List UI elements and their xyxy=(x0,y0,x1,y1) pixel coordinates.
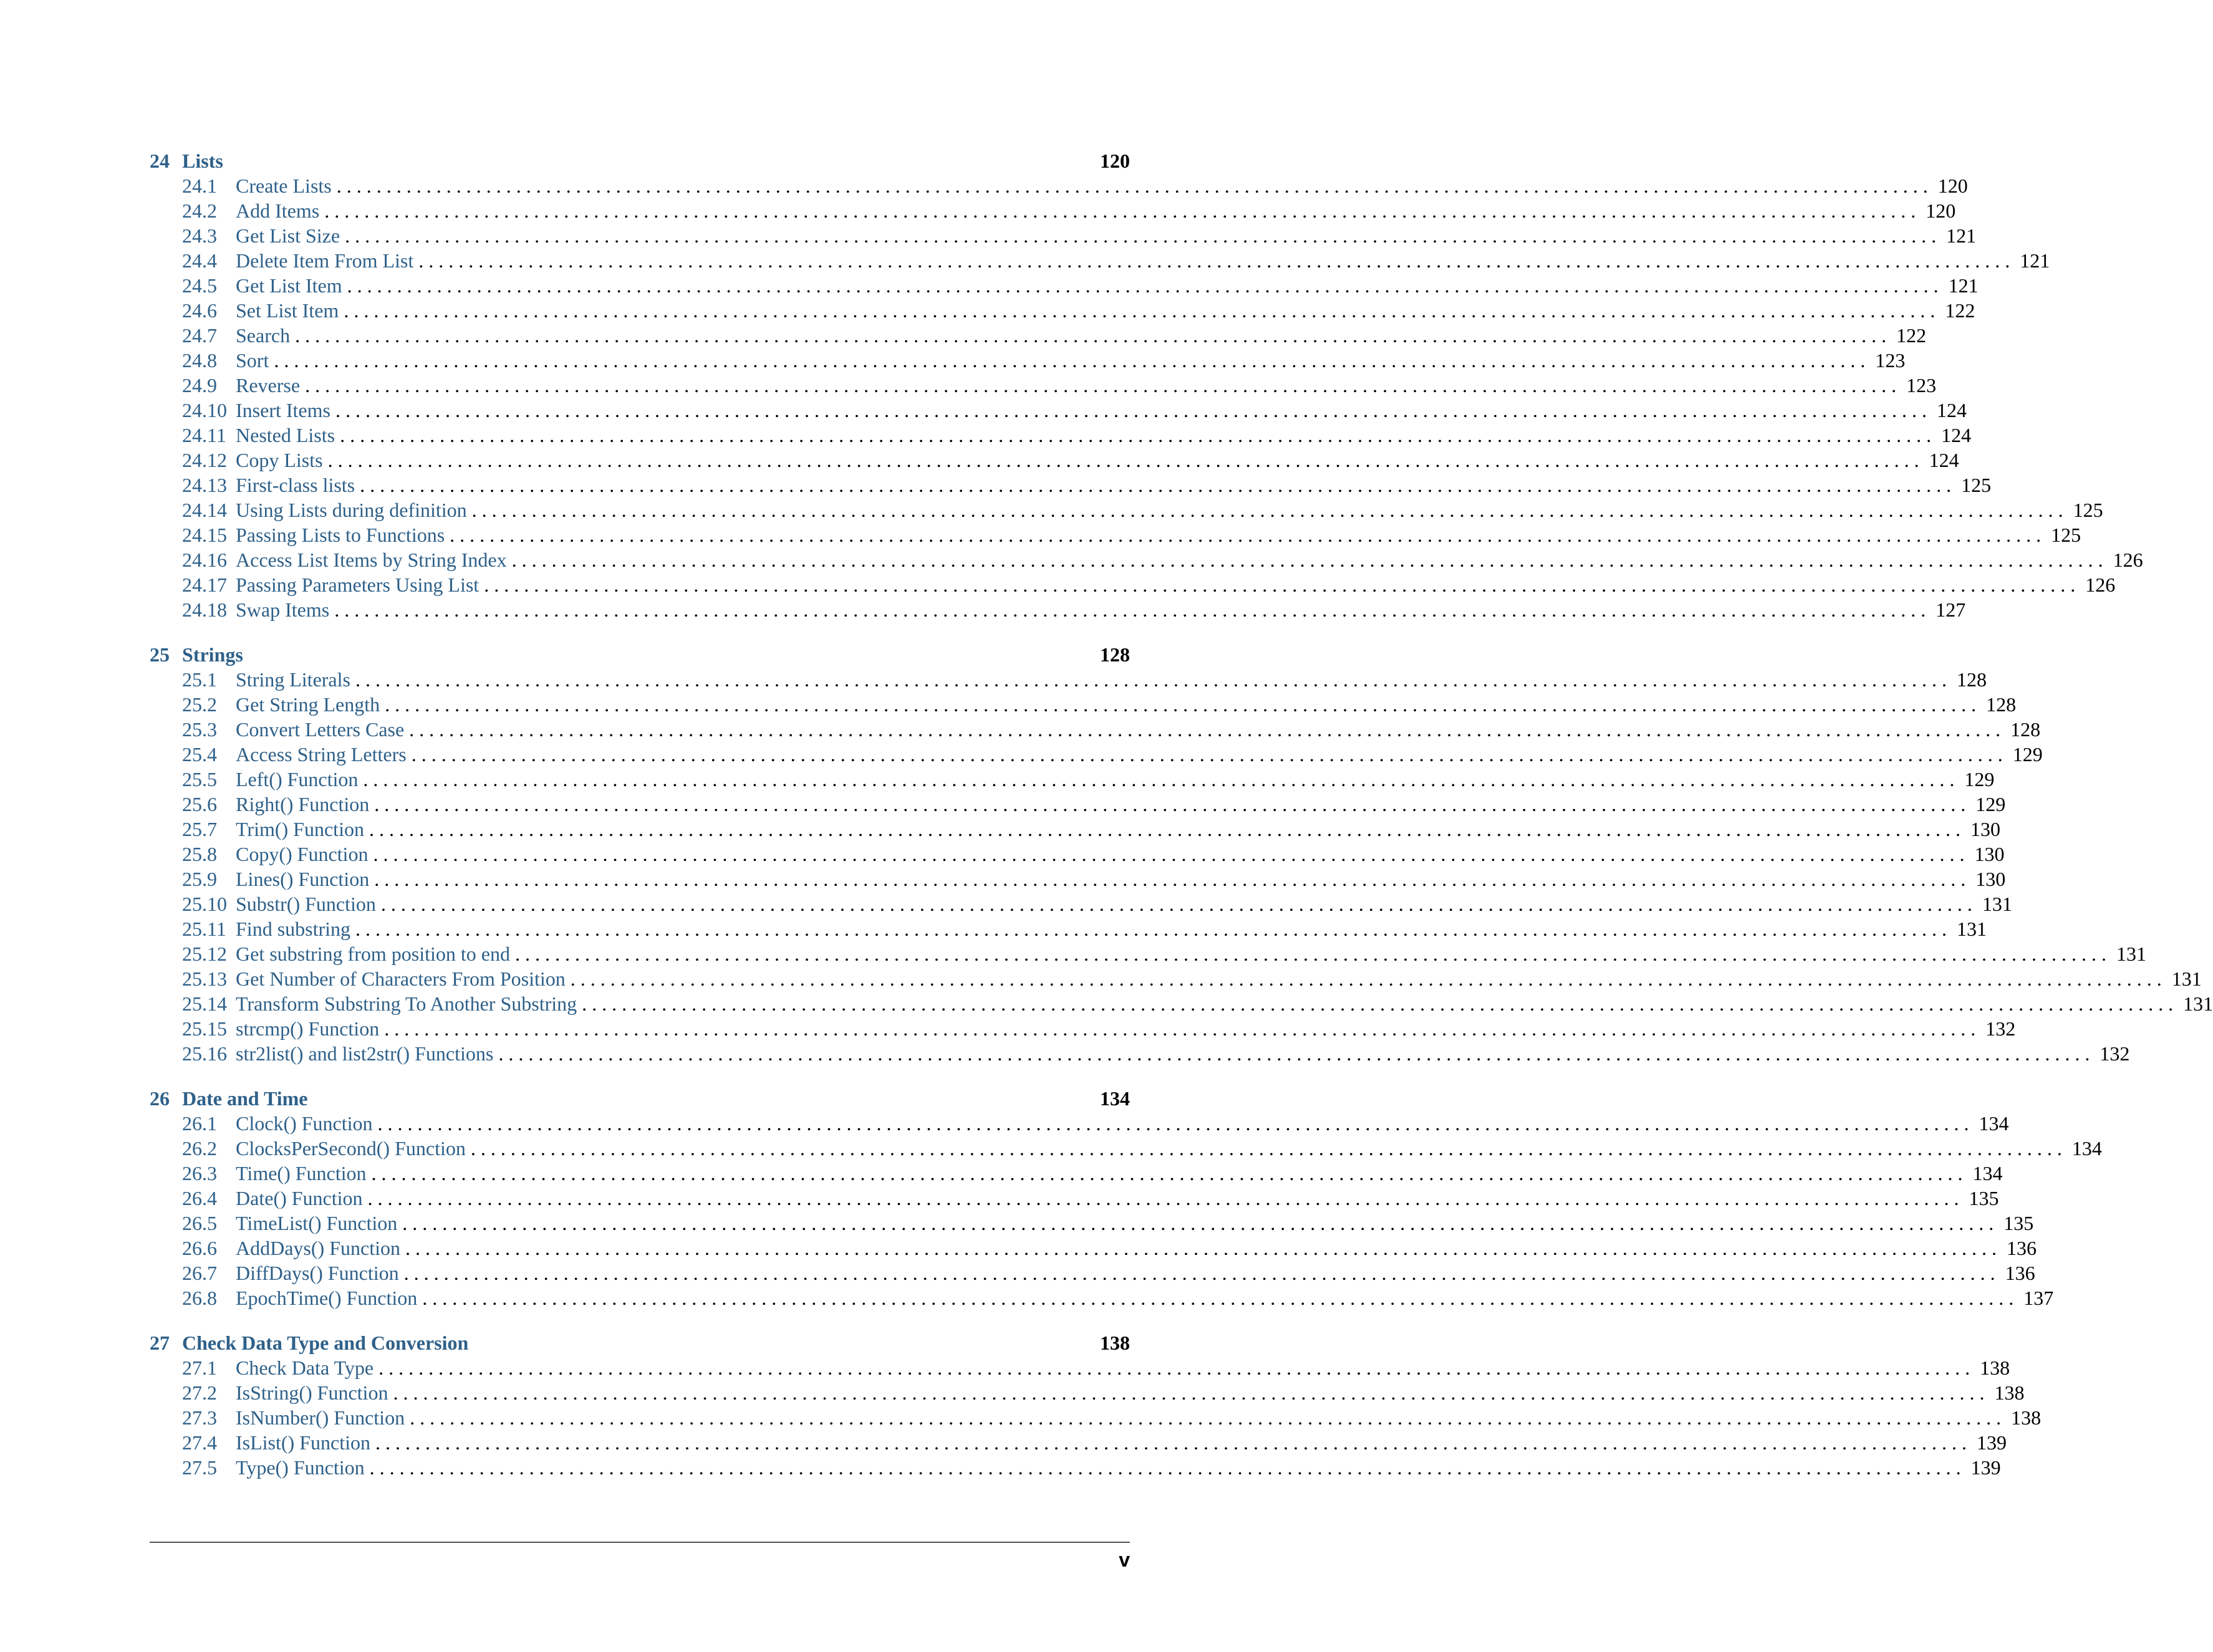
section-page-number: 125 xyxy=(2073,499,2103,521)
section-title-link[interactable]: IsString() Function xyxy=(236,1381,388,1404)
toc-entry[interactable] xyxy=(150,891,2012,916)
toc-entry[interactable] xyxy=(150,1285,2054,1310)
section-title-link[interactable]: Passing Lists to Functions xyxy=(236,524,445,546)
section-number: 25.10 xyxy=(182,893,227,915)
dot-leader: . . . . . . . . . . . . . . . . . . . . . . . . . . . . . . . . . . . . . . . . . . . . . . . . . . . . . . . . . . . . . . . . . . . . . . . . . . . . . . . . . . . . . . . . . . . . . . . . . . . . . . . . . . . . . . . . . . . . . . . . . . . . . . . . . . . . . . . . . . . . . . . . . . . . . . . . . . . . . . . . xyxy=(385,693,1977,716)
section-title-link[interactable]: str2list() and list2str() Functions xyxy=(236,1042,494,1065)
section-number: 24.18 xyxy=(182,598,227,621)
toc-entry[interactable] xyxy=(150,398,1967,423)
table-of-contents xyxy=(150,148,2213,1500)
section-title-link[interactable]: Using Lists during definition xyxy=(236,499,467,521)
section-number: 25.1 xyxy=(182,668,217,691)
section-page-number: 122 xyxy=(1896,324,1927,347)
toc-entry[interactable] xyxy=(150,448,1959,473)
toc-entry[interactable] xyxy=(150,497,2103,522)
toc-entry[interactable] xyxy=(150,916,1987,941)
toc-entry[interactable] xyxy=(150,1161,2003,1186)
section-title-link[interactable]: AddDays() Function xyxy=(236,1237,400,1259)
section-number: 26.3 xyxy=(182,1162,217,1184)
dot-leader: . . . . . . . . . . . . . . . . . . . . . . . . . . . . . . . . . . . . . . . . . . . . . . . . . . . . . . . . . . . . . . . . . . . . . . . . . . . . . . . . . . . . . . . . . . . . . . . . . . . . . . . . . . . . . . . . . . . . . . . . . . . . . . . . . . . . . . . . . . . . . . . . . . . . . . . . . . . . . . . . xyxy=(324,199,1916,222)
section-page-number: 121 xyxy=(1946,224,1977,247)
section-page-number: 128 xyxy=(1956,668,1987,691)
toc-entry[interactable] xyxy=(150,1111,2009,1136)
toc-entry[interactable] xyxy=(150,597,1966,622)
dot-leader: . . . . . . . . . . . . . . . . . . . . . . . . . . . . . . . . . . . . . . . . . . . . . . . . . . . . . . . . . . . . . . . . . . . . . . . . . . . . . . . . . . . . . . . . . . . . . . . . . . . . . . . . . . . . . . . . . . . . . . . . . . . . . . . . . . . . . . . . . . . . . . . . . . . . . . . . . . . . . . . . xyxy=(371,1162,1963,1184)
footer-divider xyxy=(150,1542,1130,1543)
section-number: 24.5 xyxy=(182,274,217,297)
section-title-link[interactable]: Passing Parameters Using List xyxy=(236,574,480,596)
dot-leader: . . . . . . . . . . . . . . . . . . . . . . . . . . . . . . . . . . . . . . . . . . . . . . . . . . . . . . . . . . . . . . . . . . . . . . . . . . . . . . . . . . . . . . . . . . . . . . . . . . . . . . . . . . . . . . . . . . . . . . . . . . . . . . . . . . . . . . . . . . . . . . . . . . . . . . . . . . . . . . . . xyxy=(363,768,1955,790)
section-title-link[interactable]: EpochTime() Function xyxy=(236,1287,418,1309)
section-number: 24.10 xyxy=(182,399,227,421)
section-number: 25.12 xyxy=(182,943,227,965)
toc-chapter xyxy=(150,1086,2102,1310)
section-title-link[interactable]: Set List Item xyxy=(236,299,339,322)
section-page-number: 124 xyxy=(1936,399,1967,421)
toc-entry[interactable] xyxy=(150,692,2017,717)
chapter-page-number: 138 xyxy=(1100,1332,1130,1354)
section-page-number: 132 xyxy=(2100,1042,2130,1065)
dot-leader: . . . . . . . . . . . . . . . . . . . . . . . . . . . . . . . . . . . . . . . . . . . . . . . . . . . . . . . . . . . . . . . . . . . . . . . . . . . . . . . . . . . . . . . . . . . . . . . . . . . . . . . . . . . . . . . . . . . . . . . . . . . . . . . . . . . . . . . . . . . . . . . . . . . . . . . . . . . . . . . . xyxy=(295,324,1887,347)
section-number: 25.13 xyxy=(182,968,227,990)
section-title-link[interactable]: Check Data Type xyxy=(236,1357,374,1379)
toc-chapter-heading[interactable] xyxy=(150,1330,1130,1355)
chapter-number: 27 xyxy=(150,1332,170,1354)
section-page-number: 131 xyxy=(1957,918,1987,940)
section-title-link[interactable]: TimeList() Function xyxy=(236,1212,398,1234)
toc-chapter-heading[interactable] xyxy=(150,148,1130,173)
dot-leader: . . . . . . . . . . . . . . . . . . . . . . . . . . . . . . . . . . . . . . . . . . . . . . . . . . . . . . . . . . . . . . . . . . . . . . . . . . . . . . . . . . . . . . . . . . . . . . . . . . . . . . . . . . . . . . . . . . . . . . . . . . . . . . . . . . . . . . . . . . . . . . . . . . . . . . . . . . . . . . . . xyxy=(582,992,2174,1015)
toc-entry[interactable] xyxy=(150,717,2041,742)
dot-leader: . . . . . . . . . . . . . . . . . . . . . . . . . . . . . . . . . . . . . . . . . . . . . . . . . . . . . . . . . . . . . . . . . . . . . . . . . . . . . . . . . . . . . . . . . . . . . . . . . . . . . . . . . . . . . . . . . . . . . . . . . . . . . . . . . . . . . . . . . . . . . . . . . . . . . . . . . . . . . . . . xyxy=(305,374,1897,396)
toc-entry[interactable] xyxy=(150,667,1987,692)
section-title-link[interactable]: Sort xyxy=(236,349,269,372)
section-title-link[interactable]: Type() Function xyxy=(236,1456,365,1479)
section-page-number: 131 xyxy=(2116,943,2146,965)
dot-leader: . . . . . . . . . . . . . . . . . . . . . . . . . . . . . . . . . . . . . . . . . . . . . . . . . . . . . . . . . . . . . . . . . . . . . . . . . . . . . . . . . . . . . . . . . . . . . . . . . . . . . . . . . . . . . . . . . . . . . . . . . . . . . . . . . . . . . . . . . . . . . . . . . . . . . . . . . . . . . . . . xyxy=(410,1406,2002,1429)
dot-leader: . . . . . . . . . . . . . . . . . . . . . . . . . . . . . . . . . . . . . . . . . . . . . . . . . . . . . . . . . . . . . . . . . . . . . . . . . . . . . . . . . . . . . . . . . . . . . . . . . . . . . . . . . . . . . . . . . . . . . . . . . . . . . . . . . . . . . . . . . . . . . . . . . . . . . . . . . . . . . . . . xyxy=(355,668,1947,691)
section-title-link[interactable]: ClocksPerSecond() Function xyxy=(236,1137,466,1160)
toc-entry[interactable] xyxy=(150,572,2116,597)
toc-entry[interactable] xyxy=(150,1186,1999,1211)
toc-entry[interactable] xyxy=(150,1355,2010,1380)
section-title-link[interactable]: IsNumber() Function xyxy=(236,1406,405,1429)
section-page-number: 126 xyxy=(2113,549,2143,571)
section-page-number: 123 xyxy=(1875,349,1906,372)
chapter-number: 25 xyxy=(150,643,170,666)
section-page-number: 138 xyxy=(2011,1406,2042,1429)
section-page-number: 136 xyxy=(2005,1262,2035,1284)
section-title-link[interactable]: Clock() Function xyxy=(236,1112,373,1135)
section-number: 26.2 xyxy=(182,1137,217,1160)
section-page-number: 130 xyxy=(1974,843,2005,865)
chapter-number: 26 xyxy=(150,1087,170,1110)
footer-page-number: v xyxy=(1119,1549,1130,1571)
dot-leader: . . . . . . . . . . . . . . . . . . . . . . . . . . . . . . . . . . . . . . . . . . . . . . . . . . . . . . . . . . . . . . . . . . . . . . . . . . . . . . . . . . . . . . . . . . . . . . . . . . . . . . . . . . . . . . . . . . . . . . . . . . . . . . . . . . . . . . . . . . . . . . . . . . . . . . . . . . . . . . . . xyxy=(470,1137,2062,1160)
section-page-number: 124 xyxy=(1941,424,1972,446)
section-title-link[interactable]: Date() Function xyxy=(236,1187,363,1209)
section-title-link[interactable]: Delete Item From List xyxy=(236,249,414,272)
section-number: 24.6 xyxy=(182,299,217,322)
dot-leader: . . . . . . . . . . . . . . . . . . . . . . . . . . . . . . . . . . . . . . . . . . . . . . . . . . . . . . . . . . . . . . . . . . . . . . . . . . . . . . . . . . . . . . . . . . . . . . . . . . . . . . . . . . . . . . . . . . . . . . . . . . . . . . . . . . . . . . . . . . . . . . . . . . . . . . . . . . . . . . . . xyxy=(498,1042,2090,1065)
section-page-number: 127 xyxy=(1936,598,1966,621)
section-number: 25.15 xyxy=(182,1017,227,1040)
section-number: 24.3 xyxy=(182,224,217,247)
section-page-number: 138 xyxy=(1994,1381,2025,1404)
section-number: 24.4 xyxy=(182,249,217,272)
section-number: 24.11 xyxy=(182,424,226,446)
section-number: 26.1 xyxy=(182,1112,217,1135)
section-page-number: 139 xyxy=(1970,1456,2001,1479)
toc-chapter-heading[interactable] xyxy=(150,642,1130,667)
section-page-number: 131 xyxy=(2171,968,2202,990)
section-title-link[interactable]: Left() Function xyxy=(236,768,359,790)
section-title-link[interactable]: First-class lists xyxy=(236,474,355,496)
section-title-link[interactable]: Swap Items xyxy=(236,598,330,621)
toc-entry[interactable] xyxy=(150,473,1992,497)
section-number: 25.9 xyxy=(182,868,217,890)
dot-leader: . . . . . . . . . . . . . . . . . . . . . . . . . . . . . . . . . . . . . . . . . . . . . . . . . . . . . . . . . . . . . . . . . . . . . . . . . . . . . . . . . . . . . . . . . . . . . . . . . . . . . . . . . . . . . . . . . . . . . . . . . . . . . . . . . . . . . . . . . . . . . . . . . . . . . . . . . . . . . . . . xyxy=(373,843,1965,865)
section-number: 24.12 xyxy=(182,449,227,471)
dot-leader: . . . . . . . . . . . . . . . . . . . . . . . . . . . . . . . . . . . . . . . . . . . . . . . . . . . . . . . . . . . . . . . . . . . . . . . . . . . . . . . . . . . . . . . . . . . . . . . . . . . . . . . . . . . . . . . . . . . . . . . . . . . . . . . . . . . . . . . . . . . . . . . . . . . . . . . . . . . . . . . . xyxy=(450,524,2042,546)
section-number: 24.1 xyxy=(182,175,217,197)
section-number: 27.2 xyxy=(182,1381,217,1404)
section-title-link[interactable]: Access List Items by String Index xyxy=(236,549,507,571)
section-page-number: 120 xyxy=(1937,175,1968,197)
dot-leader: . . . . . . . . . . . . . . . . . . . . . . . . . . . . . . . . . . . . . . . . . . . . . . . . . . . . . . . . . . . . . . . . . . . . . . . . . . . . . . . . . . . . . . . . . . . . . . . . . . . . . . . . . . . . . . . . . . . . . . . . . . . . . . . . . . . . . . . . . . . . . . . . . . . . . . . . . . . . . . . . xyxy=(377,1112,1969,1135)
dot-leader: . . . . . . . . . . . . . . . . . . . . . . . . . . . . . . . . . . . . . . . . . . . . . . . . . . . . . . . . . . . . . . . . . . . . . . . . . . . . . . . . . . . . . . . . . . . . . . . . . . . . . . . . . . . . . . . . . . . . . . . . . . . . . . . . . . . . . . . . . . . . . . . . . . . . . . . . . . . . . . . . xyxy=(471,499,2063,521)
toc-entry[interactable] xyxy=(150,1211,2034,1236)
toc-entry[interactable] xyxy=(150,1236,2037,1261)
section-number: 25.8 xyxy=(182,843,217,865)
toc-entry[interactable] xyxy=(150,991,2213,1016)
toc-entry[interactable] xyxy=(150,767,1995,792)
section-page-number: 130 xyxy=(1975,868,2006,890)
dot-leader: . . . . . . . . . . . . . . . . . . . . . . . . . . . . . . . . . . . . . . . . . . . . . . . . . . . . . . . . . . . . . . . . . . . . . . . . . . . . . . . . . . . . . . . . . . . . . . . . . . . . . . . . . . . . . . . . . . . . . . . . . . . . . . . . . . . . . . . . . . . . . . . . . . . . . . . . . . . . . . . . xyxy=(393,1381,1985,1404)
section-number: 27.3 xyxy=(182,1406,217,1429)
dot-leader: . . . . . . . . . . . . . . . . . . . . . . . . . . . . . . . . . . . . . . . . . . . . . . . . . . . . . . . . . . . . . . . . . . . . . . . . . . . . . . . . . . . . . . . . . . . . . . . . . . . . . . . . . . . . . . . . . . . . . . . . . . . . . . . . . . . . . . . . . . . . . . . . . . . . . . . . . . . . . . . . xyxy=(336,175,1928,197)
section-page-number: 125 xyxy=(1961,474,1992,496)
section-number: 26.4 xyxy=(182,1187,217,1209)
section-page-number: 121 xyxy=(2020,249,2050,272)
section-title-link[interactable]: Reverse xyxy=(236,374,301,396)
dot-leader: . . . . . . . . . . . . . . . . . . . . . . . . . . . . . . . . . . . . . . . . . . . . . . . . . . . . . . . . . . . . . . . . . . . . . . . . . . . . . . . . . . . . . . . . . . . . . . . . . . . . . . . . . . . . . . . . . . . . . . . . . . . . . . . . . . . . . . . . . . . . . . . . . . . . . . . . . . . . . . . . xyxy=(374,868,1966,890)
dot-leader: . . . . . . . . . . . . . . . . . . . . . . . . . . . . . . . . . . . . . . . . . . . . . . . . . . . . . . . . . . . . . . . . . . . . . . . . . . . . . . . . . . . . . . . . . . . . . . . . . . . . . . . . . . . . . . . . . . . . . . . . . . . . . . . . . . . . . . . . . . . . . . . . . . . . . . . . . . . . . . . . xyxy=(344,299,1936,322)
section-number: 26.7 xyxy=(182,1262,217,1284)
toc-entry[interactable] xyxy=(150,1016,2016,1041)
dot-leader: . . . . . . . . . . . . . . . . . . . . . . . . . . . . . . . . . . . . . . . . . . . . . . . . . . . . . . . . . . . . . . . . . . . . . . . . . . . . . . . . . . . . . . . . . . . . . . . . . . . . . . . . . . . . . . . . . . . . . . . . . . . . . . . . . . . . . . . . . . . . . . . . . . . . . . . . . . . . . . . . xyxy=(511,549,2103,571)
chapter-page-number: 134 xyxy=(1100,1087,1130,1110)
section-number: 24.8 xyxy=(182,349,217,372)
section-number: 24.17 xyxy=(182,574,227,596)
section-page-number: 135 xyxy=(1969,1187,1999,1209)
section-number: 25.2 xyxy=(182,693,217,716)
toc-entry[interactable] xyxy=(150,842,2005,867)
section-title-link[interactable]: Substr() Function xyxy=(236,893,376,915)
section-title-link[interactable]: Add Items xyxy=(236,199,320,222)
section-number: 24.13 xyxy=(182,474,227,496)
section-number: 24.2 xyxy=(182,199,217,222)
section-title-link[interactable]: Create Lists xyxy=(236,175,332,197)
dot-leader: . . . . . . . . . . . . . . . . . . . . . . . . . . . . . . . . . . . . . . . . . . . . . . . . . . . . . . . . . . . . . . . . . . . . . . . . . . . . . . . . . . . . . . . . . . . . . . . . . . . . . . . . . . . . . . . . . . . . . . . . . . . . . . . . . . . . . . . . . . . . . . . . . . . . . . . . . . . . . . . . xyxy=(380,893,1972,915)
toc-entry[interactable] xyxy=(150,198,1956,223)
section-page-number: 131 xyxy=(1982,893,2012,915)
section-title-link[interactable]: Get Number of Characters From Position xyxy=(236,968,566,990)
dot-leader: . . . . . . . . . . . . . . . . . . . . . . . . . . . . . . . . . . . . . . . . . . . . . . . . . . . . . . . . . . . . . . . . . . . . . . . . . . . . . . . . . . . . . . . . . . . . . . . . . . . . . . . . . . . . . . . . . . . . . . . . . . . . . . . . . . . . . . . . . . . . . . . . . . . . . . . . . . . . . . . . xyxy=(411,743,2003,766)
section-title-link[interactable]: Copy Lists xyxy=(236,449,323,471)
toc-entry[interactable] xyxy=(150,867,2006,891)
section-number: 25.6 xyxy=(182,793,217,815)
section-page-number: 132 xyxy=(1985,1017,2016,1040)
toc-entry[interactable] xyxy=(150,1261,2035,1285)
chapter-page-number: 128 xyxy=(1100,643,1130,666)
section-page-number: 135 xyxy=(2003,1212,2034,1234)
dot-leader: . . . . . . . . . . . . . . . . . . . . . . . . . . . . . . . . . . . . . . . . . . . . . . . . . . . . . . . . . . . . . . . . . . . . . . . . . . . . . . . . . . . . . . . . . . . . . . . . . . . . . . . . . . . . . . . . . . . . . . . . . . . . . . . . . . . . . . . . . . . . . . . . . . . . . . . . . . . . . . . . xyxy=(484,574,2076,596)
toc-entry[interactable] xyxy=(150,941,2146,966)
section-page-number: 126 xyxy=(2085,574,2116,596)
section-number: 24.16 xyxy=(182,549,227,571)
toc-entry[interactable] xyxy=(150,373,1937,398)
toc-entry[interactable] xyxy=(150,423,1972,448)
toc-entry[interactable] xyxy=(150,223,1977,248)
section-number: 24.15 xyxy=(182,524,227,546)
dot-leader: . . . . . . . . . . . . . . . . . . . . . . . . . . . . . . . . . . . . . . . . . . . . . . . . . . . . . . . . . . . . . . . . . . . . . . . . . . . . . . . . . . . . . . . . . . . . . . . . . . . . . . . . . . . . . . . . . . . . . . . . . . . . . . . . . . . . . . . . . . . . . . . . . . . . . . . . . . . . . . . . xyxy=(378,1357,1970,1379)
section-number: 26.6 xyxy=(182,1237,217,1259)
toc-entry[interactable] xyxy=(150,522,2081,547)
dot-leader: . . . . . . . . . . . . . . . . . . . . . . . . . . . . . . . . . . . . . . . . . . . . . . . . . . . . . . . . . . . . . . . . . . . . . . . . . . . . . . . . . . . . . . . . . . . . . . . . . . . . . . . . . . . . . . . . . . . . . . . . . . . . . . . . . . . . . . . . . . . . . . . . . . . . . . . . . . . . . . . . xyxy=(345,224,1937,247)
toc-entry[interactable] xyxy=(150,298,1975,323)
dot-leader: . . . . . . . . . . . . . . . . . . . . . . . . . . . . . . . . . . . . . . . . . . . . . . . . . . . . . . . . . . . . . . . . . . . . . . . . . . . . . . . . . . . . . . . . . . . . . . . . . . . . . . . . . . . . . . . . . . . . . . . . . . . . . . . . . . . . . . . . . . . . . . . . . . . . . . . . . . . . . . . . xyxy=(375,1431,1967,1454)
dot-leader: . . . . . . . . . . . . . . . . . . . . . . . . . . . . . . . . . . . . . . . . . . . . . . . . . . . . . . . . . . . . . . . . . . . . . . . . . . . . . . . . . . . . . . . . . . . . . . . . . . . . . . . . . . . . . . . . . . . . . . . . . . . . . . . . . . . . . . . . . . . . . . . . . . . . . . . . . . . . . . . . xyxy=(422,1287,2014,1309)
toc-chapter xyxy=(150,1330,2042,1480)
section-number: 24.14 xyxy=(182,499,227,521)
section-title-link[interactable]: strcmp() Function xyxy=(236,1017,380,1040)
section-number: 25.5 xyxy=(182,768,217,790)
toc-entry[interactable] xyxy=(150,248,2050,273)
section-page-number: 131 xyxy=(2183,992,2213,1015)
section-title-link[interactable]: Trim() Function xyxy=(236,818,364,840)
section-title-link[interactable]: Time() Function xyxy=(236,1162,367,1184)
section-number: 25.4 xyxy=(182,743,217,766)
section-title-link[interactable]: Lines() Function xyxy=(236,868,370,890)
toc-chapter xyxy=(150,148,2143,622)
dot-leader: . . . . . . . . . . . . . . . . . . . . . . . . . . . . . . . . . . . . . . . . . . . . . . . . . . . . . . . . . . . . . . . . . . . . . . . . . . . . . . . . . . . . . . . . . . . . . . . . . . . . . . . . . . . . . . . . . . . . . . . . . . . . . . . . . . . . . . . . . . . . . . . . . . . . . . . . . . . . . . . . xyxy=(355,918,1947,940)
dot-leader: . . . . . . . . . . . . . . . . . . . . . . . . . . . . . . . . . . . . . . . . . . . . . . . . . . . . . . . . . . . . . . . . . . . . . . . . . . . . . . . . . . . . . . . . . . . . . . . . . . . . . . . . . . . . . . . . . . . . . . . . . . . . . . . . . . . . . . . . . . . . . . . . . . . . . . . . . . . . . . . . xyxy=(360,474,1952,496)
toc-entry[interactable] xyxy=(150,323,1927,348)
section-page-number: 134 xyxy=(2071,1137,2102,1160)
chapter-title-link[interactable]: Lists xyxy=(182,150,223,172)
section-title-link[interactable]: Transform Substring To Another Substring xyxy=(236,992,577,1015)
toc-entry[interactable] xyxy=(150,1405,2042,1430)
section-number: 25.7 xyxy=(182,818,217,840)
toc-entry[interactable] xyxy=(150,1380,2025,1405)
toc-entry[interactable] xyxy=(150,173,1968,198)
section-page-number: 138 xyxy=(1980,1357,2010,1379)
section-number: 27.4 xyxy=(182,1431,217,1454)
section-title-link[interactable]: String Literals xyxy=(236,668,350,691)
section-page-number: 130 xyxy=(1970,818,2000,840)
toc-entry[interactable] xyxy=(150,966,2202,991)
chapter-page-number: 120 xyxy=(1100,150,1130,172)
toc-entry[interactable] xyxy=(150,348,1906,373)
chapter-title-link[interactable]: Strings xyxy=(182,643,243,666)
section-number: 24.9 xyxy=(182,374,217,396)
section-page-number: 122 xyxy=(1945,299,1975,322)
dot-leader: . . . . . . . . . . . . . . . . . . . . . . . . . . . . . . . . . . . . . . . . . . . . . . . . . . . . . . . . . . . . . . . . . . . . . . . . . . . . . . . . . . . . . . . . . . . . . . . . . . . . . . . . . . . . . . . . . . . . . . . . . . . . . . . . . . . . . . . . . . . . . . . . . . . . . . . . . . . . . . . . xyxy=(409,718,2001,741)
dot-leader: . . . . . . . . . . . . . . . . . . . . . . . . . . . . . . . . . . . . . . . . . . . . . . . . . . . . . . . . . . . . . . . . . . . . . . . . . . . . . . . . . . . . . . . . . . . . . . . . . . . . . . . . . . . . . . . . . . . . . . . . . . . . . . . . . . . . . . . . . . . . . . . . . . . . . . . . . . . . . . . . xyxy=(405,1237,1997,1259)
section-page-number: 121 xyxy=(1948,274,1979,297)
dot-leader: . . . . . . . . . . . . . . . . . . . . . . . . . . . . . . . . . . . . . . . . . . . . . . . . . . . . . . . . . . . . . . . . . . . . . . . . . . . . . . . . . . . . . . . . . . . . . . . . . . . . . . . . . . . . . . . . . . . . . . . . . . . . . . . . . . . . . . . . . . . . . . . . . . . . . . . . . . . . . . . . xyxy=(340,424,1932,446)
section-number: 25.16 xyxy=(182,1042,227,1065)
section-title-link[interactable]: Right() Function xyxy=(236,793,370,815)
section-title-link[interactable]: Get List Size xyxy=(236,224,340,247)
section-title-link[interactable]: Get List Item xyxy=(236,274,342,297)
section-page-number: 134 xyxy=(1972,1162,2003,1184)
toc-entry[interactable] xyxy=(150,792,2006,817)
section-number: 26.8 xyxy=(182,1287,217,1309)
toc-entry[interactable] xyxy=(150,742,2043,767)
section-title-link[interactable]: Get String Length xyxy=(236,693,380,716)
toc-entry[interactable] xyxy=(150,1455,2001,1480)
section-number: 25.11 xyxy=(182,918,226,940)
section-page-number: 120 xyxy=(1926,199,1956,222)
section-page-number: 125 xyxy=(2051,524,2081,546)
section-page-number: 128 xyxy=(2010,718,2041,741)
dot-leader: . . . . . . . . . . . . . . . . . . . . . . . . . . . . . . . . . . . . . . . . . . . . . . . . . . . . . . . . . . . . . . . . . . . . . . . . . . . . . . . . . . . . . . . . . . . . . . . . . . . . . . . . . . . . . . . . . . . . . . . . . . . . . . . . . . . . . . . . . . . . . . . . . . . . . . . . . . . . . . . . xyxy=(402,1212,1994,1234)
section-page-number: 129 xyxy=(1964,768,1995,790)
section-number: 25.3 xyxy=(182,718,217,741)
dot-leader: . . . . . . . . . . . . . . . . . . . . . . . . . . . . . . . . . . . . . . . . . . . . . . . . . . . . . . . . . . . . . . . . . . . . . . . . . . . . . . . . . . . . . . . . . . . . . . . . . . . . . . . . . . . . . . . . . . . . . . . . . . . . . . . . . . . . . . . . . . . . . . . . . . . . . . . . . . . . . . . . xyxy=(369,818,1960,840)
toc-entry[interactable] xyxy=(150,273,1979,298)
dot-leader: . . . . . . . . . . . . . . . . . . . . . . . . . . . . . . . . . . . . . . . . . . . . . . . . . . . . . . . . . . . . . . . . . . . . . . . . . . . . . . . . . . . . . . . . . . . . . . . . . . . . . . . . . . . . . . . . . . . . . . . . . . . . . . . . . . . . . . . . . . . . . . . . . . . . . . . . . . . . . . . . xyxy=(367,1187,1959,1209)
toc-entry[interactable] xyxy=(150,547,2143,572)
section-number: 24.7 xyxy=(182,324,217,347)
toc-entry[interactable] xyxy=(150,817,2000,842)
section-page-number: 136 xyxy=(2006,1237,2037,1259)
section-page-number: 129 xyxy=(2012,743,2043,766)
toc-entry[interactable] xyxy=(150,1430,2007,1455)
section-title-link[interactable]: Copy() Function xyxy=(236,843,369,865)
dot-leader: . . . . . . . . . . . . . . . . . . . . . . . . . . . . . . . . . . . . . . . . . . . . . . . . . . . . . . . . . . . . . . . . . . . . . . . . . . . . . . . . . . . . . . . . . . . . . . . . . . . . . . . . . . . . . . . . . . . . . . . . . . . . . . . . . . . . . . . . . . . . . . . . . . . . . . . . . . . . . . . . xyxy=(347,274,1939,297)
section-title-link[interactable]: Convert Letters Case xyxy=(236,718,405,741)
section-title-link[interactable]: Find substring xyxy=(236,918,351,940)
dot-leader: . . . . . . . . . . . . . . . . . . . . . . . . . . . . . . . . . . . . . . . . . . . . . . . . . . . . . . . . . . . . . . . . . . . . . . . . . . . . . . . . . . . . . . . . . . . . . . . . . . . . . . . . . . . . . . . . . . . . . . . . . . . . . . . . . . . . . . . . . . . . . . . . . . . . . . . . . . . . . . . . xyxy=(374,793,1966,815)
section-page-number: 134 xyxy=(1979,1112,2009,1135)
section-title-link[interactable]: Insert Items xyxy=(236,399,330,421)
dot-leader: . . . . . . . . . . . . . . . . . . . . . . . . . . . . . . . . . . . . . . . . . . . . . . . . . . . . . . . . . . . . . . . . . . . . . . . . . . . . . . . . . . . . . . . . . . . . . . . . . . . . . . . . . . . . . . . . . . . . . . . . . . . . . . . . . . . . . . . . . . . . . . . . . . . . . . . . . . . . . . . . xyxy=(384,1017,1976,1040)
dot-leader: . . . . . . . . . . . . . . . . . . . . . . . . . . . . . . . . . . . . . . . . . . . . . . . . . . . . . . . . . . . . . . . . . . . . . . . . . . . . . . . . . . . . . . . . . . . . . . . . . . . . . . . . . . . . . . . . . . . . . . . . . . . . . . . . . . . . . . . . . . . . . . . . . . . . . . . . . . . . . . . . xyxy=(327,449,1919,471)
chapter-title-link[interactable]: Check Data Type and Conversion xyxy=(182,1332,469,1354)
dot-leader: . . . . . . . . . . . . . . . . . . . . . . . . . . . . . . . . . . . . . . . . . . . . . . . . . . . . . . . . . . . . . . . . . . . . . . . . . . . . . . . . . . . . . . . . . . . . . . . . . . . . . . . . . . . . . . . . . . . . . . . . . . . . . . . . . . . . . . . . . . . . . . . . . . . . . . . . . . . . . . . . xyxy=(369,1456,1961,1479)
toc-entry[interactable] xyxy=(150,1136,2102,1161)
section-page-number: 128 xyxy=(1986,693,2017,716)
section-number: 25.14 xyxy=(182,992,227,1015)
section-title-link[interactable]: Nested Lists xyxy=(236,424,335,446)
chapter-number: 24 xyxy=(150,150,170,172)
section-page-number: 124 xyxy=(1929,449,1959,471)
section-number: 26.5 xyxy=(182,1212,217,1234)
dot-leader: . . . . . . . . . . . . . . . . . . . . . . . . . . . . . . . . . . . . . . . . . . . . . . . . . . . . . . . . . . . . . . . . . . . . . . . . . . . . . . . . . . . . . . . . . . . . . . . . . . . . . . . . . . . . . . . . . . . . . . . . . . . . . . . . . . . . . . . . . . . . . . . . . . . . . . . . . . . . . . . . xyxy=(274,349,1866,372)
section-page-number: 129 xyxy=(1975,793,2006,815)
section-title-link[interactable]: IsList() Function xyxy=(236,1431,370,1454)
toc-entry[interactable] xyxy=(150,1041,2130,1066)
section-page-number: 123 xyxy=(1906,374,1937,396)
dot-leader: . . . . . . . . . . . . . . . . . . . . . . . . . . . . . . . . . . . . . . . . . . . . . . . . . . . . . . . . . . . . . . . . . . . . . . . . . . . . . . . . . . . . . . . . . . . . . . . . . . . . . . . . . . . . . . . . . . . . . . . . . . . . . . . . . . . . . . . . . . . . . . . . . . . . . . . . . . . . . . . . xyxy=(335,399,1927,421)
dot-leader: . . . . . . . . . . . . . . . . . . . . . . . . . . . . . . . . . . . . . . . . . . . . . . . . . . . . . . . . . . . . . . . . . . . . . . . . . . . . . . . . . . . . . . . . . . . . . . . . . . . . . . . . . . . . . . . . . . . . . . . . . . . . . . . . . . . . . . . . . . . . . . . . . . . . . . . . . . . . . . . . xyxy=(403,1262,1995,1284)
section-page-number: 137 xyxy=(2023,1287,2054,1309)
dot-leader: . . . . . . . . . . . . . . . . . . . . . . . . . . . . . . . . . . . . . . . . . . . . . . . . . . . . . . . . . . . . . . . . . . . . . . . . . . . . . . . . . . . . . . . . . . . . . . . . . . . . . . . . . . . . . . . . . . . . . . . . . . . . . . . . . . . . . . . . . . . . . . . . . . . . . . . . . . . . . . . . xyxy=(334,598,1926,621)
section-title-link[interactable]: DiffDays() Function xyxy=(236,1262,399,1284)
chapter-title-link[interactable]: Date and Time xyxy=(182,1087,308,1110)
toc-chapter-heading[interactable] xyxy=(150,1086,1130,1111)
toc-chapter xyxy=(150,642,2213,1066)
section-title-link[interactable]: Access String Letters xyxy=(236,743,407,766)
section-number: 27.1 xyxy=(182,1357,217,1379)
section-page-number: 139 xyxy=(1976,1431,2007,1454)
section-number: 27.5 xyxy=(182,1456,217,1479)
section-title-link[interactable]: Search xyxy=(236,324,291,347)
section-title-link[interactable]: Get substring from position to end xyxy=(236,943,510,965)
dot-leader: . . . . . . . . . . . . . . . . . . . . . . . . . . . . . . . . . . . . . . . . . . . . . . . . . . . . . . . . . . . . . . . . . . . . . . . . . . . . . . . . . . . . . . . . . . . . . . . . . . . . . . . . . . . . . . . . . . . . . . . . . . . . . . . . . . . . . . . . . . . . . . . . . . . . . . . . . . . . . . . . xyxy=(514,943,2106,965)
dot-leader: . . . . . . . . . . . . . . . . . . . . . . . . . . . . . . . . . . . . . . . . . . . . . . . . . . . . . . . . . . . . . . . . . . . . . . . . . . . . . . . . . . . . . . . . . . . . . . . . . . . . . . . . . . . . . . . . . . . . . . . . . . . . . . . . . . . . . . . . . . . . . . . . . . . . . . . . . . . . . . . . xyxy=(418,249,2010,272)
dot-leader: . . . . . . . . . . . . . . . . . . . . . . . . . . . . . . . . . . . . . . . . . . . . . . . . . . . . . . . . . . . . . . . . . . . . . . . . . . . . . . . . . . . . . . . . . . . . . . . . . . . . . . . . . . . . . . . . . . . . . . . . . . . . . . . . . . . . . . . . . . . . . . . . . . . . . . . . . . . . . . . . xyxy=(570,968,2162,990)
